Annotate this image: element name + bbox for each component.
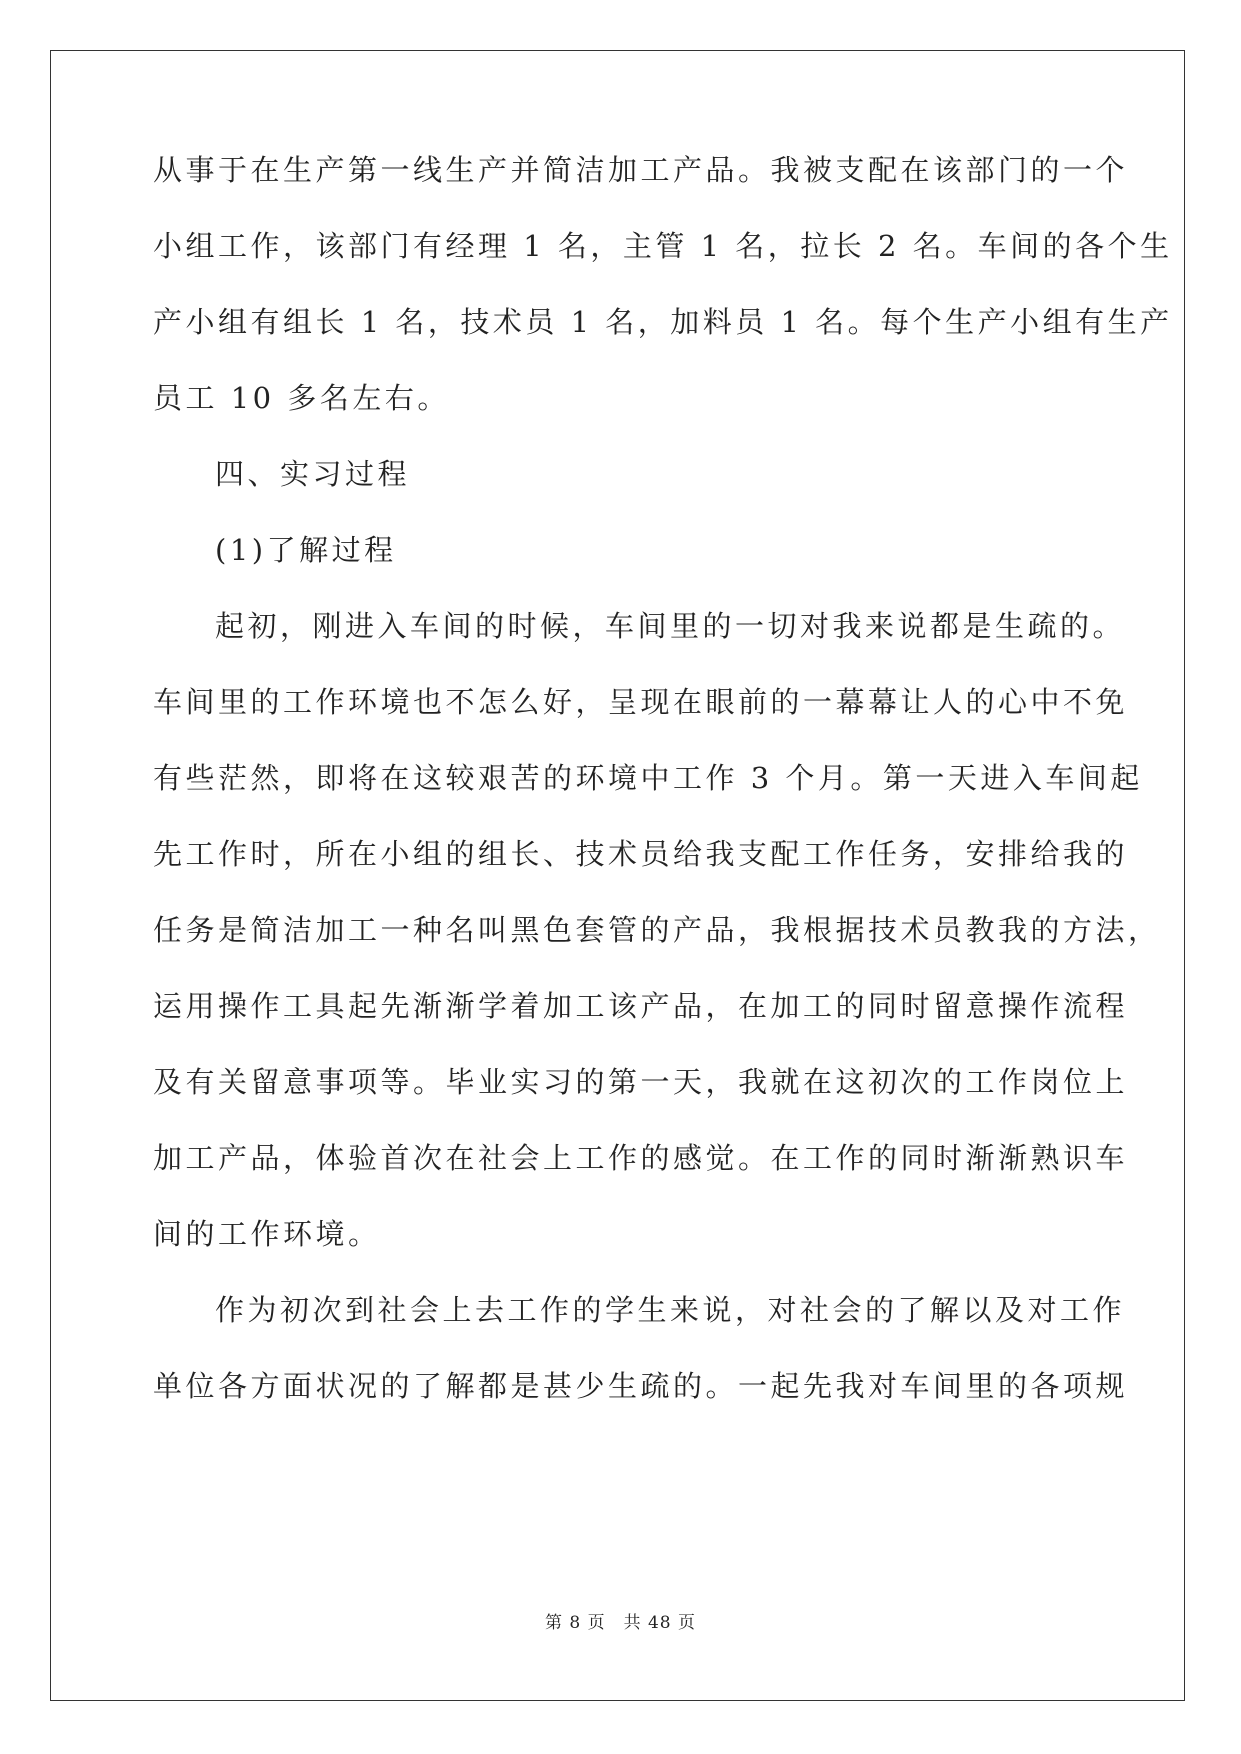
body-line: 单位各方面状况的了解都是甚少生疏的。一起先我对车间里的各项规 xyxy=(153,1369,1129,1403)
page-total: 共 48 页 xyxy=(623,1613,697,1633)
body-line: 车间里的工作环境也不怎么好，呈现在眼前的一幕幕让人的心中不免 xyxy=(153,685,1129,719)
body-line: 运用操作工具起先渐渐学着加工该产品，在加工的同时留意操作流程 xyxy=(153,989,1129,1023)
body-line: 小组工作，该部门有经理 1 名，主管 1 名，拉长 2 名。车间的各个生 xyxy=(153,229,1173,263)
paragraph-start: 起初，刚进入车间的时候，车间里的一切对我来说都是生疏的。 xyxy=(215,609,1126,643)
subsection-heading: (1)了解过程 xyxy=(215,533,397,567)
body-line: 有些茫然，即将在这较艰苦的环境中工作 3 个月。第一天进入车间起 xyxy=(153,761,1143,795)
body-line: 间的工作环境。 xyxy=(153,1217,381,1251)
body-line: 产小组有组长 1 名，技术员 1 名，加料员 1 名。每个生产小组有生产 xyxy=(153,305,1173,339)
body-line: 加工产品，体验首次在社会上工作的感觉。在工作的同时渐渐熟识车 xyxy=(153,1141,1129,1175)
body-line: 任务是简洁加工一种名叫黑色套管的产品，我根据技术员教我的方法， xyxy=(153,913,1161,947)
body-line: 员工 10 多名左右。 xyxy=(153,381,450,415)
paragraph-start: 作为初次到社会上去工作的学生来说，对社会的了解以及对工作 xyxy=(215,1293,1126,1327)
body-line: 先工作时，所在小组的组长、技术员给我支配工作任务，安排给我的 xyxy=(153,837,1129,871)
body-line: 及有关留意事项等。毕业实习的第一天，我就在这初次的工作岗位上 xyxy=(153,1065,1129,1099)
page-border xyxy=(50,50,1185,1701)
page-number: 第 8 页 xyxy=(544,1613,606,1633)
body-line: 从事于在生产第一线生产并简洁加工产品。我被支配在该部门的一个 xyxy=(153,153,1129,187)
section-heading: 四、实习过程 xyxy=(215,457,411,491)
page-footer xyxy=(0,1611,1241,1635)
